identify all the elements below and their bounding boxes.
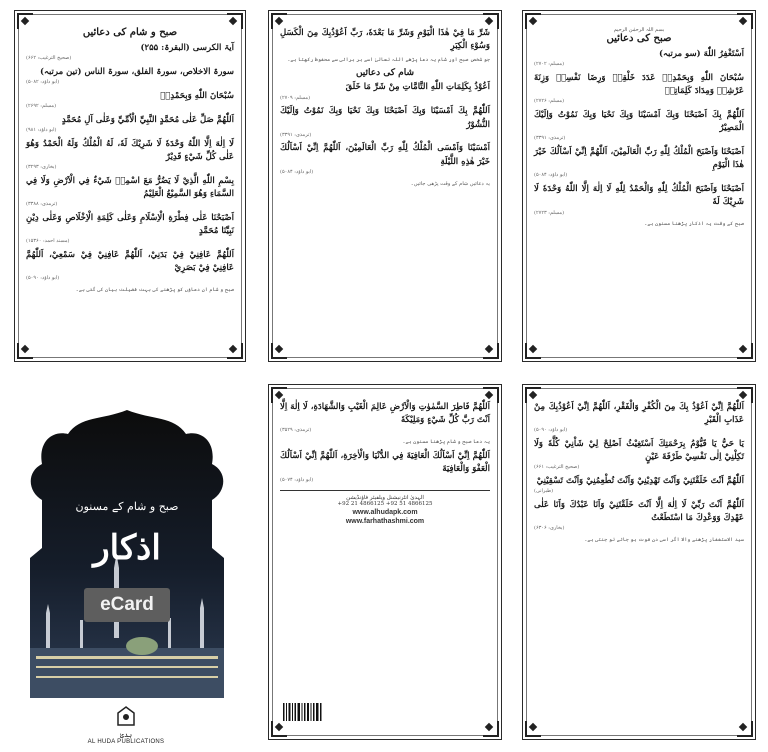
corner-ornament — [525, 343, 541, 359]
corner-ornament — [737, 13, 753, 29]
dua-item: شَرِّ مَا فِيْ هٰذَا الْيَوْمِ وَشَرِّ مَا بَعْدَهٗ، رَبِّ اَعُوْذُبِكَ مِنَ الْكَسَلِ وَسُوْءِ الْكِبَرِ — [280, 28, 490, 52]
corner-ornament — [737, 343, 753, 359]
corner-ornament — [227, 13, 243, 29]
panel-heading: صبح کی دعائیں — [606, 33, 672, 44]
panel-morning-duas — [522, 10, 756, 362]
contact-block — [280, 490, 490, 525]
explanation-note: سید الاستغفار پڑھنے والا اگر اسی دن فوت ہو جائے تو جنتی ہے۔ — [584, 537, 744, 544]
dua-item: اَللّٰهُمَّ صَلِّ عَلٰى مُحَمَّدٍ النَّبِيِّ الْاُمِّيِّ وَعَلٰى آلِ مُحَمَّدٍ (ابو داؤد: ۹۸۱) — [26, 114, 234, 133]
corner-ornament — [271, 343, 287, 359]
corner-ornament — [525, 721, 541, 737]
corner-ornament — [17, 13, 33, 29]
dua-item: يَا حَيُّ يَا قَيُّوْمُ بِرَحْمَتِكَ اَسْتَغِيْثُ اَصْلِحْ لِيْ شَاْنِيْ كُلَّهٗ وَلَا تَكِلْنِيْ اِلٰى نَفْسِيْ طَرْفَةَ عَيْنٍ (صحیح الترغیب: ۶۶۱) — [534, 439, 744, 471]
section-title: شام کی دعائیں — [355, 68, 415, 79]
dua-item: اَعُوْذُ بِكَلِمَاتِ اللّٰهِ التَّامَّاتِ مِنْ شَرِّ مَا خَلَقَ (مسلم: ۲۷۰۹) — [280, 82, 490, 101]
dua-item: اَللّٰهُمَّ اَنْتَ خَلَقْتَنِيْ وَاَنْتَ تَهْدِيْنِيْ وَاَنْتَ تُطْعِمُنِيْ وَاَنْتَ تَسْقِيْنِيْ (طبرانی) — [534, 476, 744, 495]
dua-item: اَصْبَحْنَا وَاَصْبَحَ الْمُلْكُ لِلّٰهِ وَالْحَمْدُ لِلّٰهِ لَا اِلٰهَ اِلَّا اللّٰهُ وَحْدَهٗ لَا شَرِيْكَ لَهٗ (مسلم: ۲۷۲۳) — [534, 184, 744, 216]
publisher-emblem-icon — [115, 705, 137, 727]
explanation-note: یہ دعا صبح و شام پڑھنا مسنون ہے۔ — [402, 439, 490, 446]
corner-ornament — [271, 387, 287, 403]
corner-ornament — [483, 343, 499, 359]
panel-sayyid-istighfar — [522, 384, 756, 740]
dua-item: اَللّٰهُمَّ اِنِّيْ اَسْاَلُكَ الْعَافِيَةَ فِي الدُّنْيَا وَالْاٰخِرَةِ، اَللّٰهُمَّ اِنِّيْ اَسْاَلُكَ الْعَفْوَ وَالْعَافِيَةَ (ابو داؤد: ۵۰۷۴) — [280, 451, 490, 483]
contact-phones: +92 21 4866125 +92 51 4866125 — [337, 501, 433, 508]
dua-item: اَللّٰهُمَّ بِكَ اَمْسَيْنَا وَبِكَ اَصْبَحْنَا وَبِكَ نَحْيَا وَبِكَ نَمُوْتُ وَاِلَيْكَ النُّشُوْرُ (ترمذی: ۳۳۹۱) — [280, 106, 490, 138]
dua-item: اَللّٰهُمَّ بِكَ اَصْبَحْنَا وَبِكَ اَمْسَيْنَا وَبِكَ نَحْيَا وَبِكَ نَمُوْتُ وَاِلَيْكَ الْمَصِيْرُ (ترمذی: ۳۳۹۱) — [534, 110, 744, 142]
ecard-cover — [22, 408, 232, 698]
dua-item: سُبْحَانَ اللّٰهِ وَبِحَمْدِهٖ عَدَدَ خَلْقِهٖ وَرِضَا نَفْسِهٖ وَزِنَةَ عَرْشِهٖ وَمِدَادَ كَلِمَاتِهٖ (مسلم: ۲۷۲۶) — [534, 72, 744, 105]
panel-morning-evening-duas — [14, 10, 246, 362]
publisher-name: AL HUDA PUBLICATIONS — [87, 739, 165, 745]
explanation-note: یہ دعائیں شام کے وقت پڑھی جائیں۔ — [410, 180, 490, 187]
panel-heading: صبح و شام کی دعائیں — [82, 27, 178, 38]
cover-title: اذکار — [93, 528, 161, 568]
dua-item: اَصْبَحْنَا وَاَصْبَحَ الْمُلْكُ لِلّٰهِ رَبِّ الْعَالَمِيْنَ، اَللّٰهُمَّ اِنِّيْ اَسْاَلُكَ خَيْرَ هٰذَا الْيَوْمِ (ابو داؤد: ۵۰۸۴) — [534, 147, 744, 179]
corner-ornament — [483, 13, 499, 29]
dua-item: اَمْسَيْنَا وَاَمْسَى الْمُلْكُ لِلّٰهِ رَبِّ الْعَالَمِيْنَ، اَللّٰهُمَّ اِنِّيْ اَسْاَلُكَ خَيْرَ هٰذِهِ اللَّيْلَةِ (ابو داؤد: ۵۰۸۴) — [280, 143, 490, 175]
explanation-note: صبح کے وقت یہ اذکار پڑھنا مسنون ہے۔ — [644, 221, 744, 228]
dua-item: سورۃ الاخلاص، سورۃ الفلق، سورۃ الناس (تین مرتبہ) (ابو داؤد: ۵۰۸۲) — [26, 66, 234, 86]
dua-item: سُبْحَانَ اللّٰهِ وَبِحَمْدِهٖ (مسلم: ۲۶۹۲) — [26, 90, 234, 110]
dua-item: اَللّٰهُمَّ اَنْتَ رَبِّيْ لَا اِلٰهَ اِلَّا اَنْتَ خَلَقْتَنِيْ وَاَنَا عَبْدُكَ وَاَنَا عَلٰى عَهْدِكَ وَوَعْدِكَ مَا اسْتَطَعْتُ (بخاری: ۶۳۰۶) — [534, 500, 744, 532]
dua-item: آیۃ الکرسی (البقرۃ: ۲۵۵) (صحیح الترغیب: ۶۶۲) — [26, 43, 234, 62]
cover-subtitle: صبح و شام کے مسنون — [75, 500, 179, 513]
explanation-note: جو شخص صبح اور شام یہ دعا پڑھے اللہ تعالیٰ اسے ہر برائی سے محفوظ رکھتا ہے۔ — [287, 57, 490, 64]
publisher-logo — [86, 705, 166, 745]
corner-ornament — [525, 387, 541, 403]
corner-ornament — [525, 13, 541, 29]
website-link[interactable]: www.farhathashmi.com — [345, 518, 425, 526]
dua-item: اَصْبَحْنَا عَلٰى فِطْرَةِ الْاِسْلَامِ وَعَلٰى كَلِمَةِ الْاِخْلَاصِ وَعَلٰى دِيْنِ نَبِيِّنَا مُحَمَّدٍ (مسند احمد: ۱۵۳۶۰) — [26, 212, 234, 245]
corner-ornament — [483, 387, 499, 403]
dua-item: بِسْمِ اللّٰهِ الَّذِيْ لَا يَضُرُّ مَعَ اسْمِهٖ شَيْءٌ فِي الْاَرْضِ وَلَا فِي السَّمَاءِ وَهُوَ السَّمِيْعُ الْعَلِيْمُ (ترمذی: ۳۳۸۸) — [26, 175, 234, 208]
panel-evening-duas — [268, 10, 502, 362]
contact-title: الہدیٰ انٹرنیشنل ویلفیئر فاؤنڈیشن — [346, 495, 424, 502]
corner-ornament — [483, 721, 499, 737]
dua-item: اَللّٰهُمَّ عَافِنِيْ فِيْ بَدَنِيْ، اَللّٰهُمَّ عَافِنِيْ فِيْ سَمْعِيْ، اَللّٰهُمَّ عَافِنِيْ فِيْ بَصَرِيْ (ابو داؤد: ۵۰۹۰) — [26, 249, 234, 282]
dua-item: لَا اِلٰهَ اِلَّا اللّٰهُ وَحْدَهٗ لَا شَرِيْكَ لَهٗ، لَهُ الْمُلْكُ وَلَهُ الْحَمْدُ وَهُوَ عَلٰى كُلِّ شَيْءٍ قَدِيْرٌ (بخاری: ۳۲۹۳) — [26, 138, 234, 171]
corner-ornament — [737, 387, 753, 403]
explanation-note: صبح و شام ان دعاؤں کو پڑھنے کی بہت فضیلت بیان کی گئی ہے۔ — [75, 287, 234, 294]
dua-item: اَللّٰهُمَّ اِنِّيْ اَعُوْذُ بِكَ مِنَ الْكُفْرِ وَالْفَقْرِ، اَللّٰهُمَّ اِنِّيْ اَعُوْذُبِكَ مِنْ عَذَابِ الْقَبْرِ (ابو داؤد: ۵۰۹۰) — [534, 402, 744, 434]
corner-ornament — [17, 343, 33, 359]
corner-ornament — [271, 13, 287, 29]
publisher-urdu-name: ہدیٰ — [119, 731, 133, 739]
corner-ornament — [227, 343, 243, 359]
website-link[interactable]: www.alhudapk.com — [352, 509, 418, 517]
dua-item: اَللّٰهُمَّ فَاطِرَ السَّمٰوٰتِ وَالْاَرْضِ عَالِمَ الْغَيْبِ وَالشَّهَادَةِ، لَا اِلٰهَ اِلَّا اَنْتَ رَبَّ كُلِّ شَيْءٍ وَمَلِيْكَهٗ (ترمذی: ۳۵۲۹) — [280, 402, 490, 434]
bismillah: بسم اللہ الرحمٰن الرحیم — [613, 27, 665, 33]
barcode-icon — [283, 703, 323, 725]
ecard-badge: eCard — [84, 588, 170, 622]
corner-ornament — [737, 721, 753, 737]
dua-item: اَسْتَغْفِرُ اللّٰهَ (سو مرتبہ) (مسلم: ۲۷۰۲) — [534, 49, 744, 68]
panel-back-duas — [268, 384, 502, 740]
